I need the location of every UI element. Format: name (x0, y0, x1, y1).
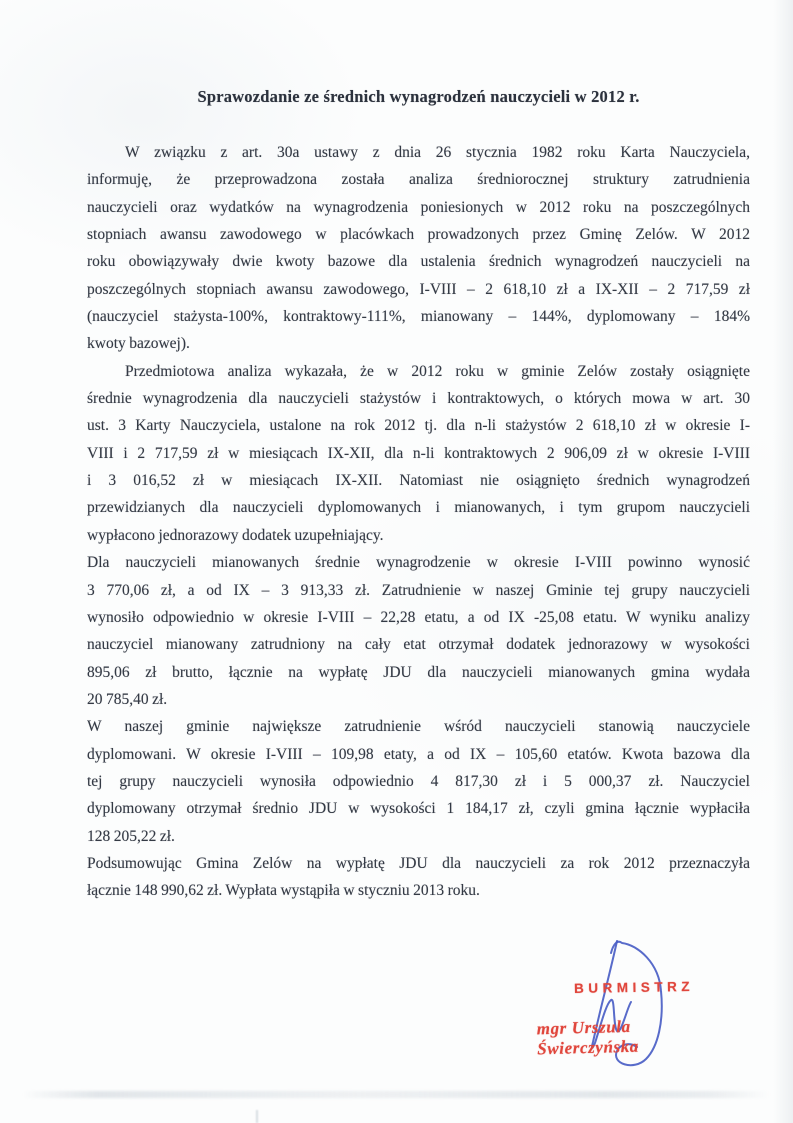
text-line: poszczególnych stopniach awansu zawodowego, I-VIII – 2 618,10 zł a IX-XII – 2 717,59 zł (87, 280, 750, 298)
text-line: 128 205,22 zł. (87, 827, 175, 845)
text-line: ust. 3 Karty Nauczyciela, ustalone na rok 2012 tj. dla n-li stażystów 2 618,10 zł w okresie I- (87, 417, 750, 435)
text-line: dyplomowany otrzymał średnio JDU w wysokości 1 184,17 zł, czyli gmina łącznie wypłaciła (87, 800, 750, 818)
text-line: stopniach awansu zawodowego w placówkach prowadzonych przez Gminę Zelów. W 2012 (87, 226, 750, 244)
text-line: łącznie 148 990,62 zł. Wypłata wystąpiła w styczniu 2013 roku. (87, 882, 480, 900)
text-line: tej grupy nauczycieli wynosiła odpowiednio 4 817,30 zł i 5 000,37 zł. Nauczyciel (87, 772, 750, 790)
text-line: Dla nauczycieli mianowanych średnie wynagrodzenie w okresie I-VIII powinno wynosić (87, 554, 750, 572)
document-body (87, 139, 750, 905)
page-edge-shadow (773, 0, 793, 1123)
text-line: i 3 016,52 zł w miesiącach IX-XII. Natomiast nie osiągnięto średnich wynagrodzeń (87, 472, 750, 490)
text-line: informuję, że przeprowadzona została analiza średniorocznej struktury zatrudnienia (87, 171, 750, 189)
text-line: W naszej gminie największe zatrudnienie wśród nauczycieli stanowią nauczyciele (87, 718, 750, 736)
text-line: średnie wynagrodzenia dla nauczycieli stażystów i kontraktowych, o których mowa w art. 30 (87, 390, 750, 408)
text-line: (nauczyciel stażysta-100%, kontraktowy-111%, mianowany – 144%, dyplomowany – 184% (87, 308, 750, 326)
text-line: wynosiło odpowiednio w okresie I-VIII – 22,28 etatu, a od IX -25,08 etatu. W wyniku analizy (87, 608, 750, 626)
text-line: wypłacono jednorazowy dodatek uzupełniający. (87, 526, 384, 544)
document-title: Sprawozdanie ze średnich wynagrodzeń nauczycieli w 2012 r. (197, 87, 640, 106)
text-line: kwoty bazowej). (87, 335, 190, 353)
text-line: W związku z art. 30a ustawy z dnia 26 stycznia 1982 roku Karta Nauczyciela, (125, 144, 750, 161)
scan-artifact-mark (256, 1110, 258, 1123)
burmistrz-stamp: BURMISTRZ (573, 978, 695, 997)
text-line: 20 785,40 zł. (87, 690, 168, 708)
text-line: nauczycieli oraz wydatków na wynagrodzenia poniesionych w 2012 roku na poszczególnych (87, 198, 750, 216)
scan-artifact-streak (22, 1091, 770, 1098)
text-line: VIII i 2 717,59 zł w miesiącach IX-XII, dla n-li kontraktowych 2 906,09 zł w okresie I-VIII (87, 444, 750, 462)
text-line: 895,06 zł brutto, łącznie na wypłatę JDU dla nauczycieli mianowanych gmina wydała (87, 663, 750, 681)
text-line: roku obowiązywały dwie kwoty bazowe dla ustalenia średnich wynagrodzeń nauczycieli na (87, 253, 750, 271)
text-line: 3 770,06 zł, a od IX – 3 913,33 zł. Zatrudnienie w naszej Gminie tej grupy nauczycieli (87, 581, 750, 599)
text-line: przewidzianych dla nauczycieli dyplomowanych i mianowanych, i tym grupom nauczycieli (87, 499, 750, 517)
text-line: Podsumowując Gmina Zelów na wypłatę JDU dla nauczycieli za rok 2012 przeznaczyła (87, 854, 750, 872)
signer-name-stamp: mgr Urszula Świerczyńska (536, 1016, 640, 1059)
text-line: nauczyciel mianowany zatrudniony na cały etat otrzymał dodatek jednorazowy w wysokości (87, 636, 750, 654)
text-line: Przedmiotowa analiza wykazała, że w 2012 roku w gminie Zelów zostały osiągnięte (125, 362, 750, 380)
text-line: dyplomowani. W okresie I-VIII – 109,98 etaty, a od IX – 105,60 etatów. Kwota bazowa dla (87, 745, 750, 763)
